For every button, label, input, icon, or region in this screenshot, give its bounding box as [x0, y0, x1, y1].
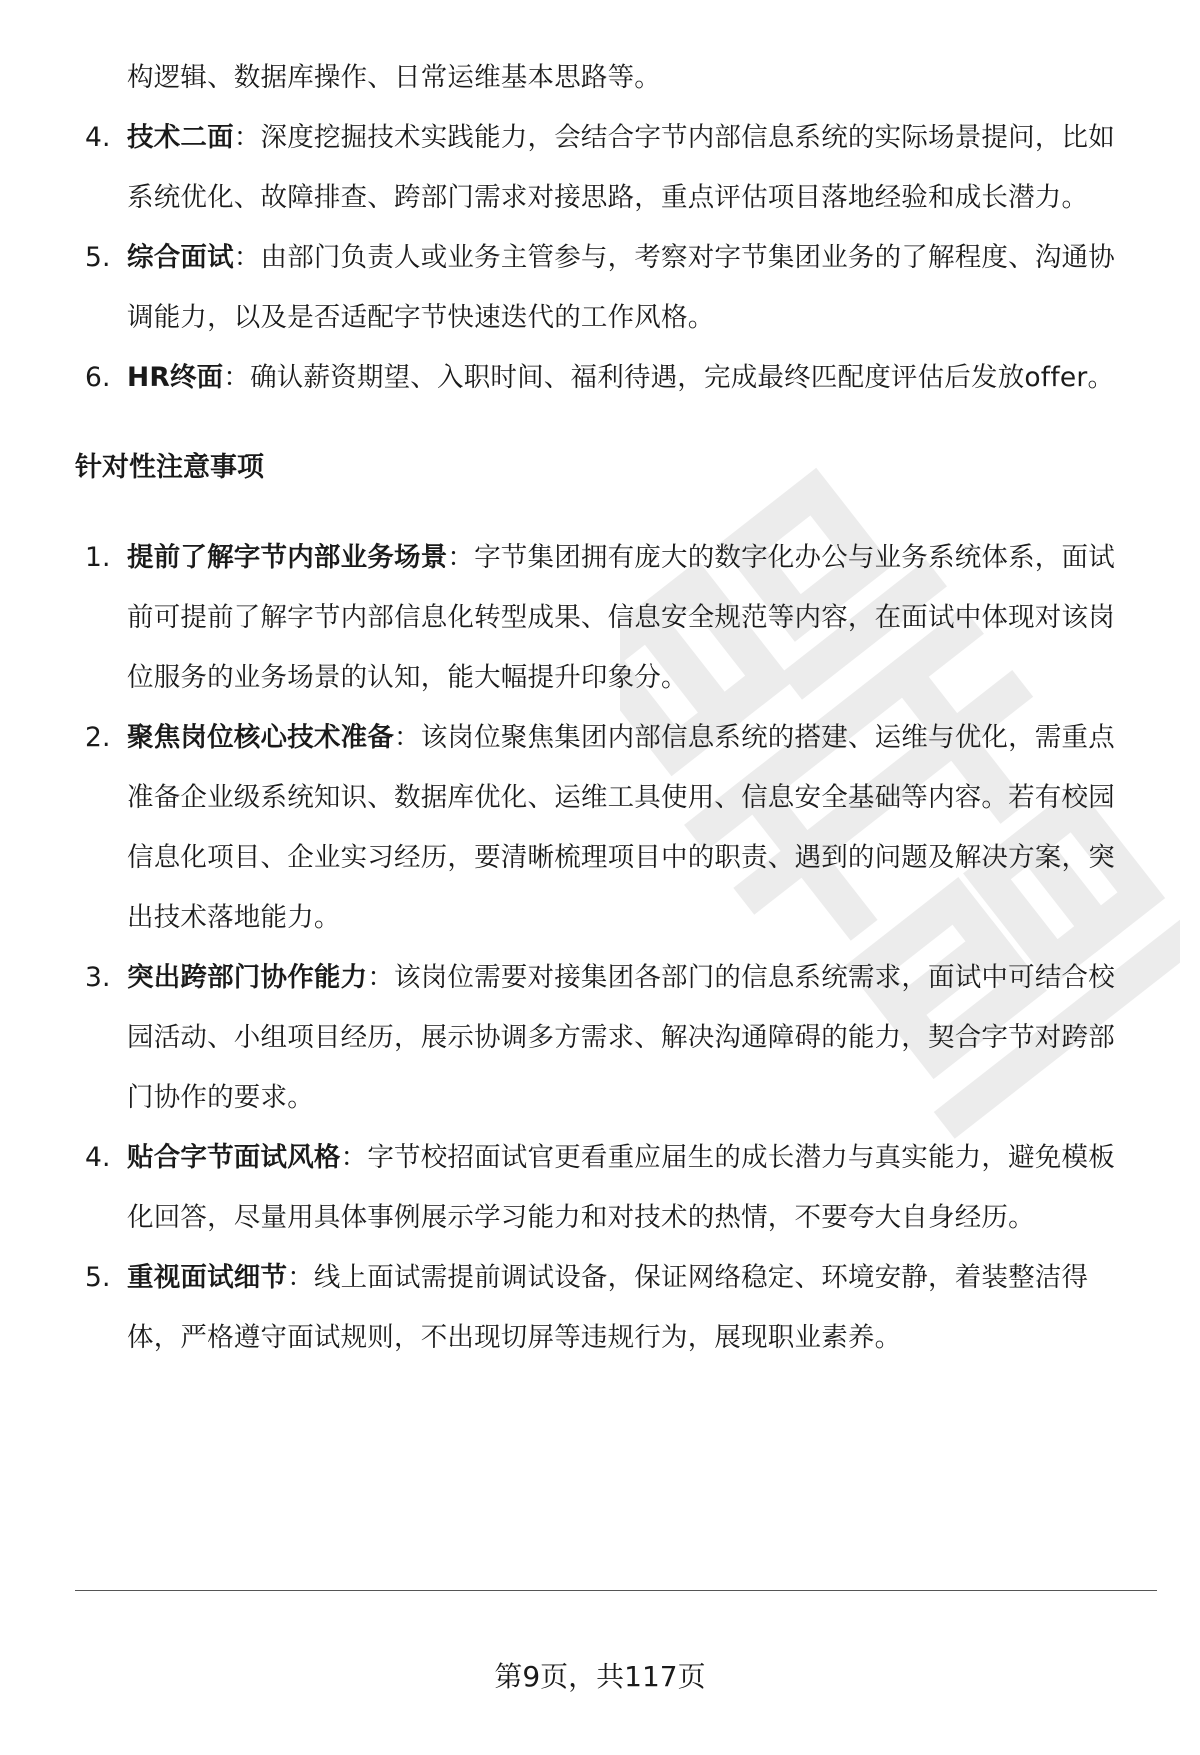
list-item	[75, 1248, 1135, 1368]
item-term: 突出跨部门协作能力	[127, 962, 368, 993]
list-item	[75, 228, 1135, 348]
list-item	[75, 528, 1135, 708]
item-term: 贴合字节面试风格	[127, 1142, 341, 1173]
list-number: 2.	[85, 722, 111, 753]
item-separator: ：	[394, 722, 421, 753]
item-text: 由部门负责人或业务主管参与，考察对字节集团业务的了解程度、沟通协调能力，以及是否适配字节快速迭代的工作风格。	[127, 242, 1115, 333]
item-text: 该岗位聚焦集团内部信息系统的搭建、运维与优化，需重点准备企业级系统知识、数据库优化、运维工具使用、信息安全基础等内容。若有校园信息化项目、企业实习经历，要清晰梳理项目中的职责、遇到的问题及解决方案，突出技术落地能力。	[127, 722, 1115, 933]
interview-steps-list	[75, 108, 1135, 408]
item-separator: ：	[223, 362, 251, 393]
main-content	[75, 48, 1135, 1368]
item-separator: ：	[287, 1262, 314, 1293]
list-number: 3.	[85, 962, 111, 993]
list-number: 1.	[85, 542, 111, 573]
item-term: 聚焦岗位核心技术准备	[127, 722, 394, 753]
list-number: 5.	[85, 242, 111, 273]
page-number: 第9页，共117页	[494, 1660, 706, 1693]
item-text: 字节校招面试官更看重应届生的成长潜力与真实能力，避免模板化回答，尽量用具体事例展示学习能力和对技术的热情，不要夸大自身经历。	[127, 1142, 1115, 1233]
item-text: 深度挖掘技术实践能力，会结合字节内部信息系统的实际场景提问，比如系统优化、故障排查、跨部门需求对接思路，重点评估项目落地经验和成长潜力。	[127, 122, 1115, 213]
item-separator: ：	[233, 122, 261, 153]
item-term: 提前了解字节内部业务场景	[127, 542, 448, 573]
list-item	[75, 108, 1135, 228]
list-number: 5.	[85, 1262, 111, 1293]
notes-list	[75, 528, 1135, 1368]
list-number: 6.	[85, 362, 111, 393]
item-text: 该岗位需要对接集团各部门的信息系统需求，面试中可结合校园活动、小组项目经历，展示协调多方需求、解决沟通障碍的能力，契合字节对跨部门协作的要求。	[127, 962, 1115, 1113]
footer-divider	[75, 1590, 1157, 1591]
intro-continuation: 构逻辑、数据库操作、日常运维基本思路等。	[127, 62, 661, 93]
item-term: HR终面	[127, 362, 224, 393]
item-separator: ：	[447, 542, 475, 573]
item-separator: ：	[233, 242, 261, 273]
list-item	[75, 708, 1135, 948]
list-item	[75, 348, 1135, 408]
item-text: 线上面试需提前调试设备，保证网络稳定、环境安静，着装整洁得体，严格遵守面试规则，不出现切屏等违规行为，展现职业素养。	[127, 1262, 1089, 1353]
item-text: 确认薪资期望、入职时间、福利待遇，完成最终匹配度评估后发放offer。	[250, 362, 1115, 393]
item-separator: ：	[340, 1142, 368, 1173]
list-item	[75, 1128, 1135, 1248]
item-term: 技术二面	[127, 122, 234, 153]
section-title: 针对性注意事项	[75, 452, 264, 483]
list-item	[75, 948, 1135, 1128]
list-number: 4.	[85, 122, 111, 153]
item-separator: ：	[367, 962, 395, 993]
list-number: 4.	[85, 1142, 111, 1173]
item-text: 字节集团拥有庞大的数字化办公与业务系统体系，面试前可提前了解字节内部信息化转型成果、信息安全规范等内容，在面试中体现对该岗位服务的业务场景的认知，能大幅提升印象分。	[127, 542, 1115, 693]
item-term: 重视面试细节	[127, 1262, 288, 1293]
item-term: 综合面试	[127, 242, 234, 273]
